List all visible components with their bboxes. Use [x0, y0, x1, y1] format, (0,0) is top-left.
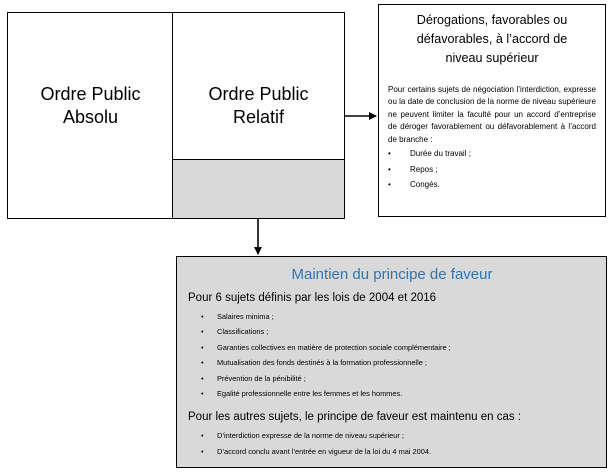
derogations-description: Pour certains sujets de négociation l’interdiction, expresse ou la date de conclusion de la norme de niveau supérieure ne peuvent limiter la faculté pour un accord d’entreprise de déroger favorablement ou défavorablement à l’accord de branche : — [388, 85, 596, 144]
list-item: • Garanties collectives en matière de protection sociale complémentaire ; — [188, 340, 596, 355]
maintien-title: Maintien du principe de faveur — [291, 266, 493, 283]
maintien-subtitle-1: Pour 6 sujets définis par les lois de 2004 et 2016 — [188, 292, 437, 304]
ordre-public-relatif-line2: Relatif — [232, 107, 285, 127]
derogations-title-line2: défavorables, à l’accord de — [416, 32, 568, 46]
list-item: • Congés. — [388, 177, 596, 193]
ordre-public-relatif-line1: Ordre Public — [208, 84, 309, 104]
maintien-subtitle-2: Pour les autres sujets, le principe de faveur est maintenu en cas : — [188, 411, 522, 424]
list-item: • Durée du travail ; — [388, 146, 596, 162]
list-item: • Salaires minima ; — [188, 309, 596, 324]
list-item: • Mutualisation des fonds destinés à la formation professionnelle ; — [188, 355, 596, 370]
list-item: • Egalité professionnelle entre les femmes et les hommes. — [188, 386, 596, 401]
list-item: • Repos ; — [388, 162, 596, 178]
derogations-title-line1: Dérogations, favorables ou — [416, 13, 568, 27]
ordre-public-absolu-line2: Absolu — [62, 107, 119, 127]
list-item: • D’accord conclu avant l’entrée en vigueur de la loi du 4 mai 2004. — [188, 444, 596, 459]
list-item: • Classifications ; — [188, 324, 596, 339]
list-item: • Prévention de la pénibilité ; — [188, 371, 596, 386]
derogations-title-line3: niveau supérieur — [445, 51, 539, 65]
ordre-public-absolu-line1: Ordre Public — [40, 84, 141, 104]
list-item: • D’interdiction expresse de la norme de niveau supérieur ; — [188, 428, 596, 443]
